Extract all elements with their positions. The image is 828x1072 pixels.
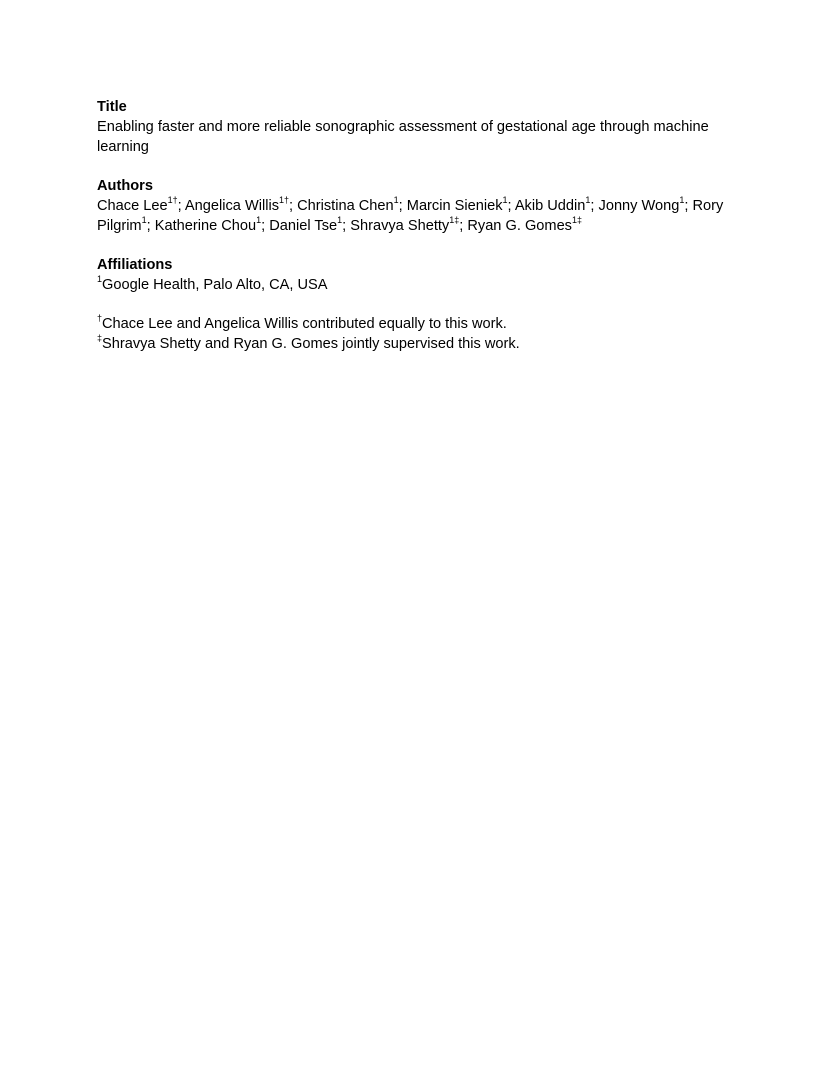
author-affiliation-mark: 1‡: [449, 215, 460, 226]
author-name: Ryan G. Gomes: [467, 218, 572, 234]
author-entry: [514, 195, 591, 214]
affiliations-heading: Affiliations: [97, 257, 173, 273]
author-affiliation-mark: 1: [679, 195, 685, 206]
affiliation-text: Google Health, Palo Alto, CA, USA: [102, 277, 328, 293]
author-entry: [406, 195, 508, 214]
author-affiliation-mark: 1: [256, 215, 262, 226]
author-name: Christina Chen: [297, 198, 394, 214]
author-affiliation-mark: 1: [585, 195, 591, 206]
author-affiliation-mark: 1: [141, 215, 147, 226]
author-name: Marcin Sieniek: [406, 198, 503, 214]
author-separator: ;: [177, 198, 185, 214]
author-affiliation-mark: 1‡: [571, 215, 582, 226]
authors-heading: Authors: [97, 178, 153, 194]
author-affiliation-mark: 1: [502, 195, 508, 206]
author-entry: [184, 195, 290, 214]
author-list: [97, 196, 737, 236]
note-mark: †: [97, 313, 103, 324]
author-entry: [598, 195, 685, 214]
author-separator: ;: [342, 218, 351, 234]
author-affiliation-mark: 1: [393, 195, 399, 206]
affiliations-section: [97, 255, 737, 295]
author-separator: ;: [507, 198, 515, 214]
paper-title: Enabling faster and more reliable sonographic assessment of gestational age through machine learning: [97, 119, 709, 155]
affiliation-mark: 1: [97, 274, 103, 285]
note-text: Shravya Shetty and Ryan G. Gomes jointly supervised this work.: [102, 336, 520, 352]
authors-section: [97, 176, 737, 236]
title-section: [97, 97, 737, 157]
author-entry: [467, 215, 582, 234]
author-separator: ;: [146, 218, 155, 234]
author-separator: ;: [459, 218, 468, 234]
title-heading: Title: [97, 99, 127, 115]
equal-contribution-note: [97, 314, 737, 334]
joint-supervision-note: [97, 334, 737, 354]
author-name: Jonny Wong: [598, 198, 680, 214]
author-affiliation-mark: 1†: [279, 195, 290, 206]
author-entry: [154, 215, 262, 234]
author-separator: ;: [289, 198, 298, 214]
author-separator: ;: [590, 198, 599, 214]
author-name: Katherine Chou: [154, 218, 257, 234]
author-affiliation-mark: 1: [337, 215, 343, 226]
affiliation-item: [97, 275, 737, 295]
author-separator: ;: [684, 198, 693, 214]
author-entry: [269, 215, 343, 234]
title-page: [97, 97, 737, 373]
author-name: Chace Lee: [97, 198, 168, 214]
notes-section: [97, 314, 737, 354]
author-name: Angelica Willis: [184, 198, 279, 214]
author-name: Akib Uddin: [514, 198, 586, 214]
author-entry: [297, 195, 399, 214]
author-entry: [97, 195, 178, 214]
author-affiliation-mark: 1†: [167, 195, 178, 206]
author-entry: [350, 215, 460, 234]
note-mark: ‡: [97, 333, 103, 344]
author-name: Shravya Shetty: [350, 218, 450, 234]
note-text: Chace Lee and Angelica Willis contributed equally to this work.: [102, 316, 507, 332]
author-name: Daniel Tse: [269, 218, 338, 234]
author-name: Rory Pilgrim: [97, 198, 724, 234]
author-separator: ;: [398, 198, 407, 214]
author-separator: ;: [261, 218, 270, 234]
